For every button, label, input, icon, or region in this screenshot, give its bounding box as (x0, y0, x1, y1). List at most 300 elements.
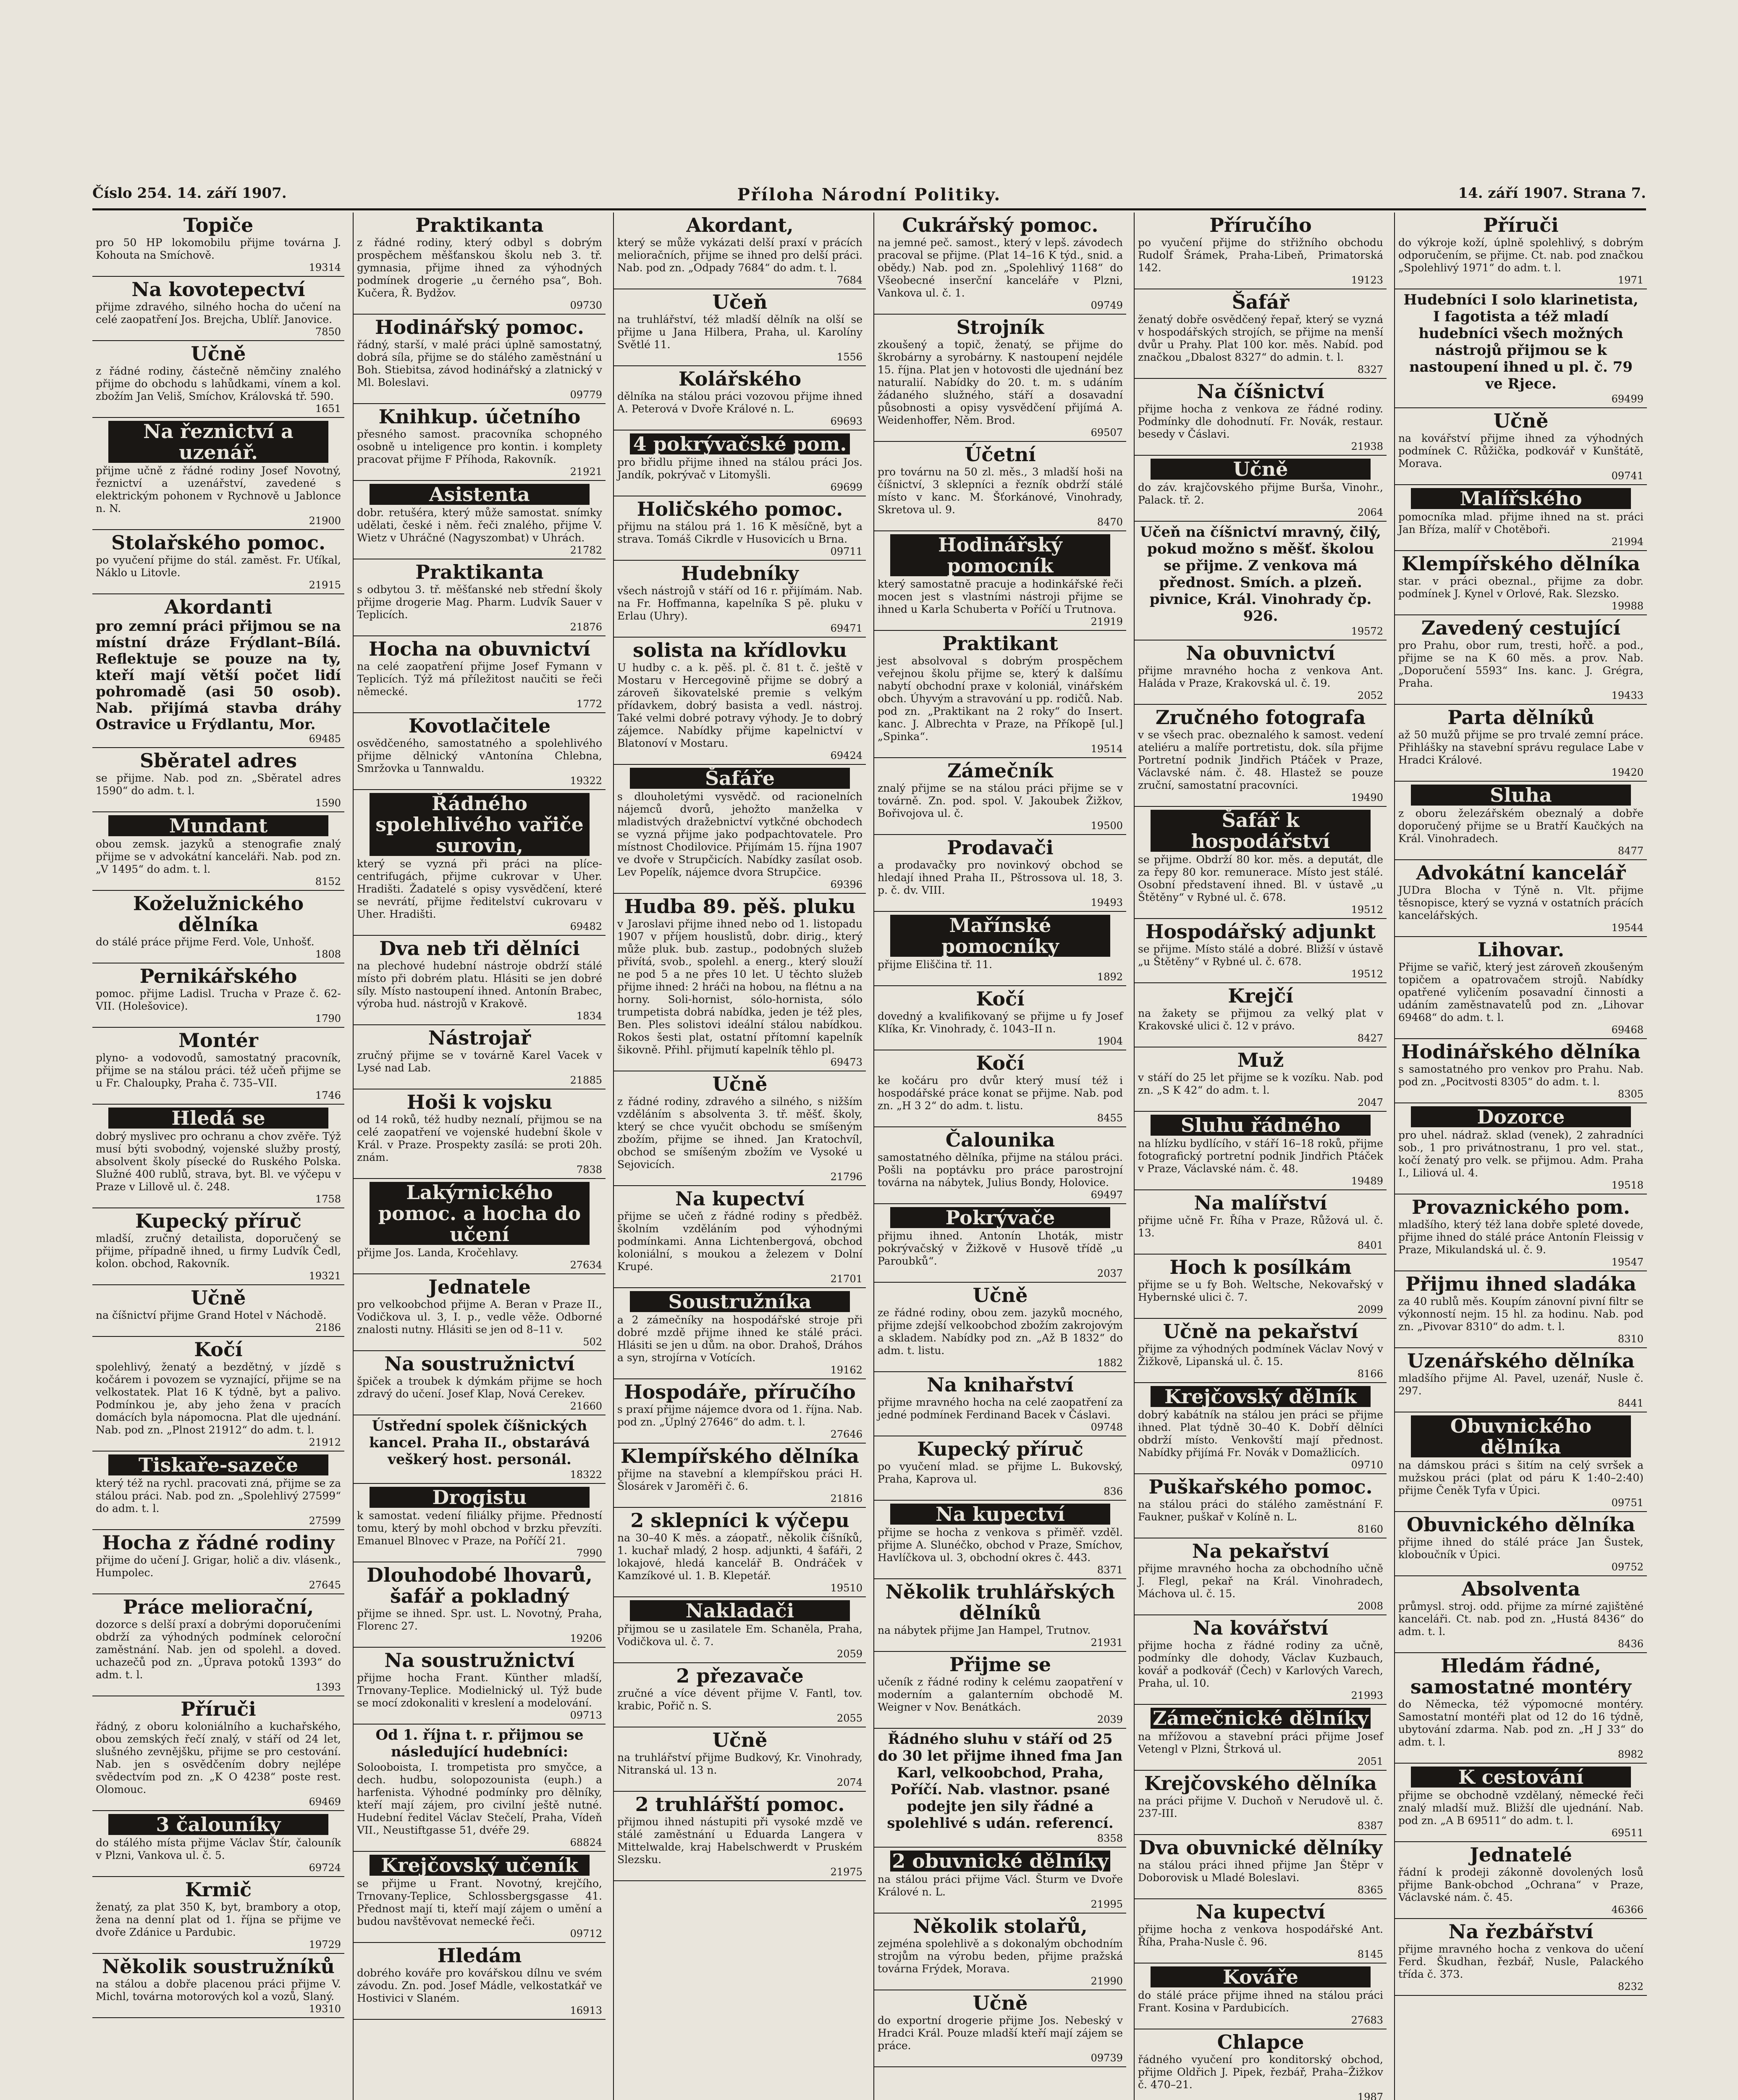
classified-ad (874, 1579, 1126, 1652)
classified-ad (1395, 1512, 1647, 1576)
ad-body: za 40 rublů měs. Koupím zánovní pivní filtr se výkonností nejm. 15 hl. za hodinu. Nab. pod zn. „Pivovar 8310“ do adm. t. l. (1398, 1295, 1644, 1333)
ad-body: Solooboista, I. trompetista pro smyčce, a dech. hudbu, solopozounista (euph.) a harfenista. Výhodné podmínky pro dělníky, kteří mají zájem, pro civilní ještě nutné. Hudební ředitel Václav Stečelí, Praha, Vídeň VII., Neustiftgasse 51, dvéře 29. (357, 1761, 602, 1836)
ad-body: přijmou se u zasilatele Em. Schaněla, Praha, Vodičkova ul. č. 7. (617, 1623, 862, 1648)
ad-title: Dlouhodobé lhovarů, šafář a pokladný (367, 1564, 592, 1607)
ad-reference-number: 69471 (830, 622, 862, 634)
ad-title: Šafář (1232, 291, 1290, 313)
classified-ad (354, 713, 606, 790)
classified-ad (614, 1444, 866, 1508)
classified-ad (354, 1089, 606, 1179)
classified-ad (354, 790, 606, 936)
ad-body: na truhlářství, též mladší dělník na olší se přijme u Jana Hilbera, Praha, ul. Karolíny Světlé 11. (617, 313, 862, 351)
classified-ad (92, 1452, 344, 1530)
ad-body: mladší, zručný detailista, doporučený se přijme, případně ihned, u firmy Ludvík Čedl, kolon. obchod, Rakovník. (96, 1232, 341, 1270)
ad-reference-number: 2064 (1357, 507, 1383, 518)
classified-ad (354, 559, 606, 636)
ad-title: Dva obuvnické dělníky (1139, 1836, 1382, 1859)
page-number: 14. září 1907. Strana 7. (1458, 185, 1646, 202)
ad-reference-number: 1882 (1097, 1357, 1123, 1369)
classified-ad (1135, 640, 1387, 705)
ad-reference-number: 21931 (1091, 1637, 1123, 1648)
ad-body: zručný přijme se v továrně Karel Vacek v Lysé nad Lab. (357, 1049, 602, 1074)
ad-reference-number: 19547 (1611, 1256, 1644, 1268)
ad-reference-number: 502 (583, 1336, 602, 1348)
ad-reference-number: 19518 (1611, 1179, 1644, 1191)
ad-reference-number: 09711 (830, 546, 862, 557)
ad-body: v se všech prac. obeznalého k samost. vedení ateliéru a malíře portretistu, dok. síla přijme Portretní podnik Jindřich Ptáček v Praze, Václavské nám. č. 48. Hlastež se pouze zruční, samostatní pracovníci. (1138, 729, 1383, 791)
ad-title: solista na křídlovku (633, 639, 847, 662)
ad-body: který se může vykázati delší praxí v prácích melioračních, přijme se ihned pro delší práci. Nab. pod zn. „Odpady 7684“ do adm. t. l. (617, 236, 862, 274)
ad-body: pro břidlu přijme ihned na stálou práci Jos. Jandík, pokrývač v Litomyšli. (617, 456, 862, 481)
ad-reference-number: 21990 (1091, 1975, 1123, 1987)
ad-body: přijme se ihned. Spr. ust. L. Novotný, Praha, Florenc 27. (357, 1607, 602, 1632)
classified-ad (614, 289, 866, 366)
ad-body: po vyučení mlad. se přijme L. Bukovský, Praha, Kaprova ul. (878, 1460, 1123, 1485)
ad-title: Na řezbářství (1448, 1920, 1594, 1943)
ad-reference-number: 1556 (836, 351, 862, 363)
classified-ad (1395, 408, 1647, 485)
classified-ad (614, 1597, 866, 1663)
ad-reference-number: 21816 (830, 1493, 862, 1504)
ad-body: znalý přijme se na stálou práci přijme se v továrně. Zn. pod. spol. V. Jakoubek Žižkov, Bořivojova ul. č. (878, 782, 1123, 819)
ad-reference-number: 8387 (1357, 1820, 1383, 1832)
classified-ad (92, 963, 344, 1028)
ad-body: do stálého místa přijme Václav Štír, čalouník v Plzni, Vankova ul. č. 5. (96, 1837, 341, 1861)
classified-ad (614, 1792, 866, 1881)
classified-ad (874, 442, 1126, 531)
ad-reference-number: 8310 (1617, 1333, 1644, 1345)
classified-ad (92, 213, 344, 277)
classified-ad (92, 1208, 344, 1285)
ad-reference-number: 09751 (1611, 1497, 1644, 1509)
ad-reference-number: 09712 (570, 1928, 602, 1940)
ad-title: Praktikanta (415, 561, 544, 583)
ad-reference-number: 09752 (1611, 1561, 1644, 1573)
classified-ad (1395, 705, 1647, 782)
ad-body: spolehlivý, ženatý a bezdětný, v jízdě s kočárem i povozem se vyznající, přijme se na velkostatek. Plat 16 K týdně, byt a palivo. Podmínkou je, aby jeho žena v pracích domácích byla nápomocna. Plat dle ujednání. Nab. pod zn. „Plnost 21912“ do adm. t. l. (96, 1361, 341, 1436)
ad-body: na číšnictví přijme Grand Hotel v Náchodě. (96, 1309, 327, 1321)
ad-reference-number: 2059 (836, 1648, 862, 1660)
ad-reference-number: 8327 (1357, 364, 1383, 375)
ad-title: Na řeznictví a uzenář. (108, 421, 328, 463)
ad-title: Příruči (1483, 214, 1559, 236)
ad-body: přijme Eliščina tř. 11. (878, 958, 993, 971)
ad-reference-number: 19988 (1611, 600, 1644, 612)
ad-title: Mundant (108, 815, 328, 836)
ad-body: až 50 mužů přijme se pro trvalé zemní práce. Přihlášky na stavební správu regulace Labe v Hradci Králové. (1398, 729, 1644, 766)
classified-ad (92, 418, 344, 530)
ad-body: do Německa, též výpomocné montéry. Samostatní montéři plat od 12 do 16 týdně, ubytování zdarma. Nab. pod zn. „H J 33“ do adm. t. l. (1398, 1698, 1644, 1748)
ad-column-1 (92, 213, 344, 2100)
ad-title: Učně (1493, 410, 1549, 432)
ad-body: přijme ihned do stálé práce Jan Šustek, kloboučník v Úpici. (1398, 1536, 1644, 1561)
ad-reference-number: 1758 (315, 1193, 341, 1205)
ad-title: Zavedený cestující (1421, 617, 1621, 639)
classified-ad (1135, 379, 1387, 456)
ad-reference-number: 21912 (309, 1436, 341, 1448)
ad-reference-number: 19490 (1351, 792, 1383, 803)
classified-ad (874, 1436, 1126, 1501)
ad-body: na kovářství přijme ihned za výhodných podmínek C. Růžička, podkovář v Kunštátě, Morava. (1398, 432, 1644, 470)
ad-title: Knihkup. účetního (378, 405, 581, 428)
ad-body: z řádné rodiny, který odbyl s dobrým prospěchem měšťanskou školu neb 3. tř. gymnasia, přijme ihned za výhodných podmínek drogerie „u černého psa“, Boh. Kučera, Ř. Bydžov. (357, 236, 602, 299)
classified-ad (1395, 1039, 1647, 1103)
classified-ad (874, 758, 1126, 835)
ad-title: Nakladači (630, 1600, 850, 1621)
ad-reference-number: 69699 (830, 481, 862, 493)
ad-body: s praxí přijme nájemce dvora od 1. října. Nab. pod zn. „Úplný 27646“ do adm. t. l. (617, 1403, 862, 1428)
ad-title: Prodavači (947, 836, 1054, 859)
classified-ad (614, 1727, 866, 1792)
ad-title: 2 sklepníci k výčepu (630, 1509, 849, 1532)
ad-title: Učně (191, 342, 246, 365)
ad-body: přijme Jos. Landa, Kročehlavy. (357, 1247, 519, 1259)
classified-ad (874, 986, 1126, 1050)
ad-reference-number: 2052 (1357, 690, 1383, 701)
ad-title: Malířského (1411, 488, 1631, 509)
ad-reference-number: 21915 (309, 579, 341, 591)
ad-title: Na soustružnictví (384, 1352, 575, 1375)
classified-ad (1395, 1194, 1647, 1271)
ad-reference-number: 1987 (1357, 2091, 1383, 2100)
ad-title: Zámečnické dělníky (1151, 1708, 1371, 1729)
ad-title: Kočí (976, 1052, 1025, 1074)
ad-title: Mařínské pomocníky (890, 915, 1110, 957)
ad-reference-number: 19489 (1351, 1175, 1383, 1187)
classified-ad (1395, 860, 1647, 937)
ad-title: Šafáře (630, 768, 850, 789)
ad-title: Jednatelé (1470, 1843, 1572, 1866)
ad-body: dobrý myslivec pro ochranu a chov zvěře. Týž musí býti svobodný, vojenské služby prostý, absolvent školy písecké do Ruského Polska. Služné 400 rublů, strava, byt. Bl. ve výčepu v Praze v Lillově ul. č. 248. (96, 1130, 341, 1193)
classified-ad (92, 1530, 344, 1594)
classified-ad (614, 1508, 866, 1597)
ad-title: Kováře (1151, 1966, 1371, 1987)
classified-ad (1135, 289, 1387, 379)
classified-ad (92, 1337, 344, 1452)
ad-body: učeník z řádné rodiny k celému zaopatření v moderním a galanterním obchodě M. Weigner v Nov. Benátkách. (878, 1676, 1123, 1713)
ad-reference-number: 8305 (1617, 1088, 1644, 1100)
ad-reference-number: 1971 (1617, 274, 1644, 286)
ad-body: přijmu na stálou prá 1. 16 K měsíčně, byt a strava. Tomáš Cikrdle v Husovicích u Brna. (617, 520, 862, 545)
ad-title: Hoch k posílkám (1169, 1256, 1352, 1278)
ad-body: po vyučení přijme do střižního obchodu Rudolf Šrámek, Praha-Libeň, Primatorská 142. (1138, 236, 1383, 274)
ad-body: s dlouholetými vysvědč. od racionelních nájemců dvorů, jehožto manželka v mladistvých dražebnictví vytkčné obchodech se vyzná přijme jako podpachtovatele. Pro místnost Chodilovice. Přijímám 15. října 1907 ve dvoře v Strupčicích. Nabídky zasílat osob. Lev Popelík, nájemce dvora Strupčice. (617, 790, 862, 878)
ad-reference-number: 8365 (1357, 1884, 1383, 1896)
ad-title: Na obuvnictví (1186, 642, 1335, 664)
classified-ad (1135, 1835, 1387, 1899)
classified-ad (614, 496, 866, 561)
ad-reference-number: 8160 (1357, 1523, 1383, 1535)
ad-reference-number: 8455 (1097, 1112, 1123, 1124)
ad-body: se přijme. Obdrží 80 kor. měs. a deputát, dle za řepy 80 kor. remunerace. Místo jest stálé. Osobní představení ihned. Bl. v ústavě „u Štětěny“ v Rybné ul. č. 678. (1138, 853, 1383, 903)
ad-body: Přijme se vařič, který jest zároveň zkoušeným topičem a opatrovačem strojů. Nabídky opatřené vyličením posavadní činnosti a udáním zaměstnavatelů pod zn. „Lihovar 69468“ do adm. t. l. (1398, 961, 1644, 1024)
ad-title: K cestování (1411, 1767, 1631, 1788)
ad-reference-number: 8152 (315, 876, 341, 887)
classified-ad (1135, 1474, 1387, 1538)
ad-reference-number: 09710 (1351, 1459, 1383, 1471)
ad-title: Cukrářský pomoc. (902, 214, 1098, 236)
ad-title: Kupecký příruč (917, 1438, 1084, 1460)
ad-title: Kovotlačitele (408, 714, 551, 737)
ad-title: Praktikant (942, 632, 1058, 655)
ad-title: Obuvnického dělníka (1406, 1513, 1636, 1536)
ad-body: řádný, starší, v malé práci úplně samostatný, dobrá síla, přijme se do stálého zaměstnání u Boh. Stiebitsa, závod hodinářský a zlatnický v Ml. Boleslavi. (357, 339, 602, 388)
ad-body: přijme hocha z venkova hospodářské Ant. Říha, Praha-Nusle č. 96. (1138, 1923, 1383, 1948)
classified-ad (1135, 1705, 1387, 1771)
ad-title: Obuvnického dělníka (1411, 1415, 1631, 1457)
ad-reference-number: 7850 (315, 326, 341, 338)
classified-ad (92, 1811, 344, 1877)
ad-body: ženatý, za plat 350 K, byt, brambory a otop, žena na denní plat od 1. října se přijme ve dvoře Zdánice u Pardubic. (96, 1901, 341, 1938)
ad-title: Hoši k vojsku (406, 1091, 553, 1113)
classified-ad (874, 531, 1126, 631)
ad-reference-number: 2051 (1357, 1756, 1383, 1767)
ad-body: pro uhel. nádraž. sklad (venek), 2 zahradníci sob., 1 pro privátnostranu, 1 pro vel. stat., kočí ženatý pro velk. se přijmou. Adm. Praha I., Liliová ul. 4. (1398, 1129, 1644, 1179)
classified-ad (1395, 1412, 1647, 1512)
ad-title: Hocha na obuvnictví (368, 638, 591, 660)
ad-reference-number: 09748 (1091, 1421, 1123, 1433)
ad-body: na truhlářství přijme Budkový, Kr. Vinohrady, Nitranská ul. 13 n. (617, 1751, 862, 1776)
classified-ad (1135, 1112, 1387, 1190)
ad-body: na plechové hudební nástroje obdrží stálé místo při dobrém platu. Hlásiti se jen dobré síly. Místo nastoupení ihned. Antonín Brabec, výroba hud. nástrojů v Krakově. (357, 960, 602, 1010)
classified-ad (1135, 807, 1387, 919)
classified-ad (92, 1696, 344, 1811)
ad-title: Hodinářský pomocník (890, 534, 1110, 576)
ad-reference-number: 2055 (836, 1712, 862, 1724)
ad-body: pro zemní práci přijmou se na místní dráze Frýdlant–Bílá. Reflektuje se pouze na ty, kteří mají větší počet lidí pohromadě (asi 50 osob). Nab. přijímá stavba dráhy Ostravice u Frýdlantu, Mor. (96, 618, 341, 733)
ad-title: Učně (973, 1992, 1028, 2014)
ad-body: dobr. retušéra, který může samostat. snímky udělati, české i něm. řeči znalého, přijme V. Wietz v Uhráčné (Nagyszombat) v Uhrách. (357, 507, 602, 544)
ad-reference-number: 19572 (1351, 625, 1383, 637)
ad-reference-number: 1590 (315, 797, 341, 809)
ad-reference-number: 27599 (309, 1515, 341, 1527)
ad-title: 4 pokrývačské pom. (630, 433, 850, 454)
classified-ad (614, 561, 866, 638)
ad-title: Praktikanta (415, 214, 544, 236)
classified-ad (1135, 522, 1387, 640)
ad-body: pro 50 HP lokomobilu přijme továrna J. Kohouta na Smíchově. (96, 236, 341, 261)
classified-ad (1135, 983, 1387, 1047)
ad-title: Parta dělníků (1447, 706, 1594, 729)
ad-body: přijme na stavební a klempířskou práci H. Šlosárek v Jaroměři č. 6. (617, 1467, 862, 1492)
classified-ad (354, 1562, 606, 1648)
ad-title: Práce meliorační, (123, 1596, 314, 1618)
ad-reference-number: 2074 (836, 1777, 862, 1788)
ad-body: z oboru železářském obeznalý a dobře doporučený přijme se u Bratří Kaučkých na Král. Vinohradech. (1398, 807, 1644, 845)
ad-column-2 (353, 213, 606, 2100)
classified-ad (1135, 919, 1387, 983)
ad-title: Dozorce (1411, 1106, 1631, 1127)
classified-ad (1135, 2029, 1387, 2100)
ad-body: pro Prahu, obor rum, tresti, hořč. a pod., přijme se na K 60 měs. a prov. Nab. „Doporučení 5593“ Ins. kanc. J. Grégra, Praha. (1398, 639, 1644, 689)
ad-title: Několik stolařů, (913, 1915, 1088, 1937)
ad-body: pomocníka mlad. přijme ihned na st. práci Jan Bříza, malíř v Chotěboři. (1398, 511, 1644, 536)
ad-body: do výkroje koží, úplně spolehlivý, s dobrým odporučením, se přijme. Ct. nab. pod značkou „Spolehlivý 1971“ do adm. t. l. (1398, 236, 1644, 274)
classified-ad (614, 765, 866, 894)
issue-date: Číslo 254. 14. září 1907. (92, 185, 287, 202)
ad-body: z řádné rodiny, částečně němčiny znalého přijme do obchodu s lahůdkami, vínem a kol. zbožím Jan Veliš, Smíchov, Královská tř. 590. (96, 365, 341, 402)
classified-ad (1135, 1771, 1387, 1835)
ad-title: Lihovar. (1477, 938, 1565, 961)
ad-reference-number: 21660 (570, 1400, 602, 1412)
ad-body: přijme hocha Frant. Künther mladší, Trnovany-Teplice. Modielnický ul. Týž bude se mocí zdokonaliti v kreslení a modelování. (357, 1672, 602, 1709)
ad-body: na stálou práci ihned přijme Jan Štěpr v Doborovisk u Mladé Boleslavi. (1138, 1859, 1383, 1884)
ad-body: řádného vyučení pro konditorský obchod, přijme Oldřich J. Pipek, řezbář, Praha–Žižkov č. 470–21. (1138, 2053, 1383, 2091)
ad-title: Sběratel adres (139, 749, 297, 772)
ad-reference-number: 19512 (1351, 968, 1383, 980)
ad-reference-number: 19321 (309, 1270, 341, 1282)
ad-reference-number: 8477 (1617, 845, 1644, 857)
ad-title: Hodinářského dělníka (1401, 1040, 1641, 1063)
ad-reference-number: 21995 (1091, 1898, 1123, 1910)
ad-body: řádní k prodeji zákonně dovolených losů přijme Bank-obchod „Ochrana“ v Praze, Václavské nám. č. 45. (1398, 1866, 1644, 1903)
ad-body: do exportní drogerie přijme Jos. Nebeský v Hradci Král. Pouze mladší kteří mají zájem se práce. (878, 2014, 1123, 2052)
ad-body: přijme zdravého, silného hocha do učení na celé zaopatření Jos. Brejcha, Ublíř. Janovice. (96, 301, 341, 326)
classified-ad (614, 894, 866, 1071)
ad-body: a 2 zámečníky na hospodářské stroje při dobré mzdě přijme ihned ke stálé práci. Hlásiti se jen u dům. na obor. Drahoš, Dráhos a syn, strojírna v Votících. (617, 1314, 862, 1364)
ad-body: zejména spolehlivě a s dokonalým obchodním strojům na výrobu beden, přijme pražská továrna Frýdek, Morava. (878, 1937, 1123, 1975)
ad-body: z řádné rodiny, zdravého a silného, s nižším vzděláním s absolventa 3. tř. měšť. školy, který se chce vyučit obchodu se smíšeným zbožím, přijme se ihned. Jan Kratochvíl, obchod se smíšeným zbožím ve Vysoké u Sejovicích. (617, 1095, 862, 1171)
ad-reference-number: 19500 (1091, 820, 1123, 832)
ad-reference-number: 19514 (1091, 743, 1123, 755)
ad-body: přijme učně z řádné rodiny Josef Novotný, řeznictví a uzenářství, zavedené s elektrickým pohonem v Rychnově u Jablonce n. N. (96, 465, 341, 514)
ad-title: Tiskaře-sazeče (108, 1454, 328, 1475)
ad-body: do stálé práce přijme ihned na stálou práci Frant. Kosina v Pardubicích. (1138, 1989, 1383, 2014)
ad-body: zkoušený a topič, ženatý, se přijme do škrobárny a syrobárny. K nastoupení nejdéle 15. října. Plat jen v hotovosti dle ujednání bez naturalií. Nabídky do 20. t. m. s udáním žádaného služného, stáří a dosavadní působnosti a opisy vysvědčení přijímá A. Weidenhoffer, Něm. Brod. (878, 339, 1123, 426)
ad-title: Učně (712, 1073, 768, 1095)
classified-ad (874, 1127, 1126, 1204)
ad-reference-number: 21994 (1611, 536, 1644, 548)
ad-body: přijme se učeň z řádné rodiny s předběž. školním vzděláním pod výhodnými podmínkami. Anna Lichtenbergová, obchod koloniální, s moukou a železem v Dolní Krupé. (617, 1210, 862, 1273)
ad-column-6 (1394, 213, 1647, 2100)
ad-reference-number: 69507 (1091, 427, 1123, 438)
ad-reference-number: 8371 (1097, 1564, 1123, 1576)
ad-title: Hudba 89. pěš. pluku (624, 895, 856, 918)
ad-body: pro továrnu na 50 zl. měs., 3 mladší hoši na číšnictví, 3 sklepníci a řezník obdrží stálé místo v kanc. M. Šťorkánové, Vinohrady, Skretova ul. 9. (878, 466, 1123, 516)
classified-ad (874, 912, 1126, 986)
classified-ad (354, 315, 606, 404)
ad-reference-number: 8401 (1357, 1239, 1383, 1251)
ad-title: Chlapce (1217, 2031, 1304, 2053)
ad-title: 3 čalouníky (108, 1814, 328, 1835)
ad-title: Pokrývače (890, 1207, 1110, 1228)
ad-reference-number: 1892 (1097, 971, 1123, 983)
classified-ad (874, 1652, 1126, 1729)
ad-body: s samostatného pro venkov pro Prahu. Nab. pod zn. „Pocitvosti 8305“ do adm. t. l. (1398, 1063, 1644, 1088)
classified-ad (1135, 213, 1387, 289)
ad-title: Na kupectví (675, 1187, 805, 1210)
classified-ad (614, 430, 866, 496)
ad-reference-number: 21921 (570, 466, 602, 478)
ad-body: dovedný a kvalifikovaný se přijme u fy Josef Klíka, Kr. Vinohrady, č. 1043–II n. (878, 1010, 1123, 1035)
ad-title: Na pekařství (1192, 1540, 1329, 1562)
ad-body: se přijme. Místo stálé a dobré. Bližší v ústavě „u Štětěny“ v Rybné ul. č. 678. (1138, 943, 1383, 968)
ad-reference-number: 1904 (1097, 1035, 1123, 1047)
classified-ad (1395, 1919, 1647, 1996)
ad-body: ze řádné rodiny, obou zem. jazyků mocného, přijme zdejší velkoobchod zbožím zakrojovým a skladem. Nabídky pod zn. „Až B 1832“ do adm. t. listu. (878, 1307, 1123, 1357)
classified-ad (354, 1648, 606, 1725)
publication-title: Příloha Národní Politiky. (737, 185, 1001, 205)
classified-ad (874, 1501, 1126, 1579)
ad-reference-number: 1834 (576, 1010, 602, 1022)
ad-title: Krejčovského dělníka (1144, 1772, 1377, 1795)
ad-title: Hudebníci I solo klarinetista, I fagotista a též mladí hudebníci všech možných nástrojů přijmou se k nastoupení ihned u pl. č. 79 ve Rjece. (1403, 291, 1638, 392)
ad-title: Hudebníky (681, 562, 799, 585)
ad-body: přijme učně Fr. Říha v Praze, Růžová ul. č. 13. (1138, 1214, 1383, 1239)
classified-ad (1135, 1899, 1387, 1964)
ad-reference-number: 09779 (570, 389, 602, 401)
ad-title: Drogistu (370, 1487, 590, 1508)
classified-ad (874, 1729, 1126, 1848)
ad-title: Učně (973, 1284, 1028, 1307)
ad-reference-number: 69469 (309, 1796, 341, 1808)
classified-ad (1395, 551, 1647, 615)
ad-body: zručné a více dévent přijme V. Fantl, tov. krabic, Pořič n. S. (617, 1687, 862, 1712)
ad-reference-number: 69468 (1611, 1024, 1644, 1036)
classified-ad (354, 213, 606, 315)
ad-body: přijme mravného hocha z venkova Ant. Haláda v Praze, Krakovská ul. č. 19. (1138, 664, 1383, 689)
ad-title: Učeň na číšnictví mravný, čilý, pokud možno s měšť. školou se přijme. Z venkova má přednost. Smích. a plzeň. pivnice, Král. Vinohrady čp. 926. (1140, 524, 1381, 625)
ad-title: Hospodáře, příručího (624, 1381, 856, 1403)
ad-title: Absolventa (1461, 1578, 1581, 1600)
ad-body: a prodavačky pro novinkový obchod se hledají ihned Praha II., Pštrossova ul. 18, 3. p. č. dv. VIII. (878, 859, 1123, 896)
classified-ad (92, 1954, 344, 2018)
ad-reference-number: 21885 (570, 1074, 602, 1086)
ad-reference-number: 19162 (830, 1364, 862, 1376)
ad-body: přijme mravného hocha za obchodního učně J. Flegl, pekař na Král. Vinohradech, Máchova ul. č. 15. (1138, 1562, 1383, 1600)
ad-body: osvědčeného, samostatného a spolehlivého přijme dělnický vAntonína Chlebna, Smržovka u Tannwaldu. (357, 737, 602, 774)
ad-reference-number: 19123 (1351, 274, 1383, 286)
ad-title: Hospodářský adjunkt (1145, 920, 1376, 943)
ad-reference-number: 19433 (1611, 690, 1644, 701)
ad-reference-number: 09739 (1091, 2052, 1123, 2064)
ad-reference-number: 7838 (576, 1164, 602, 1176)
ad-reference-number: 19322 (570, 775, 602, 787)
ad-body: špiček a troubek k dýmkám přijme se hoch zdravý do učení. Josef Klap, Nová Cerekev. (357, 1375, 602, 1400)
ad-title: Provaznického pom. (1412, 1196, 1630, 1218)
classified-ad (1135, 1319, 1387, 1383)
classified-ad (874, 631, 1126, 758)
ad-title: Akordant, (686, 214, 794, 236)
classified-ad (1395, 289, 1647, 408)
ad-body: přijme se obchodně vzdělaný, německé řeči znalý mladší muž. Bližší dle ujednání. Nab. pod zn. „A B 69511“ do adm. t. l. (1398, 1789, 1644, 1827)
ad-title: Účetní (965, 443, 1036, 466)
ad-title: Kočí (976, 987, 1025, 1010)
ad-title: Na kovotepectví (131, 278, 305, 301)
ad-reference-number: 2186 (315, 1322, 341, 1334)
classified-ad (874, 213, 1126, 315)
ad-body: ke kočáru pro dvůr který musí též i hospodářské práce konat se přijme. Nab. pod zn. „H 3 2“ do adm. t. listu. (878, 1074, 1123, 1112)
ad-reference-number: 8427 (1357, 1032, 1383, 1044)
ad-body: na nábytek přijme Jan Hampel, Trutnov. (878, 1624, 1091, 1636)
ad-reference-number: 21876 (570, 621, 602, 633)
ad-body: přijme za výhodných podmínek Václav Nový v Žižkově, Lipanská ul. č. 15. (1138, 1343, 1383, 1368)
ad-title: Učně (1151, 459, 1371, 480)
ad-reference-number: 21900 (309, 515, 341, 527)
ad-reference-number: 8166 (1357, 1368, 1383, 1380)
ad-column-5 (1134, 213, 1387, 2100)
ad-body: na mřížovou a stavební práci přijme Josef Vetengl v Plzni, Štrková ul. (1138, 1730, 1383, 1755)
ad-title: Učně (712, 1729, 768, 1751)
ad-reference-number: 21938 (1351, 441, 1383, 452)
ad-title: Sluha (1411, 785, 1631, 806)
ad-reference-number: 8358 (1097, 1832, 1123, 1844)
ad-title: Akordanti (164, 596, 273, 618)
classified-ad (1395, 1103, 1647, 1194)
classified-ad (1135, 456, 1387, 522)
ad-body: U hudby c. a k. pěš. pl. č. 81 t. č. ještě v Mostaru v Hercegovině přijme se dobrý a zároveň šikovatelské premie s velkým přídavkem, dobrý basista a vedl. nástroj. Také velmi dobré potravy výhody. Je to dobrý zájemce. Nabídky přijme kapelnictví v Blatonoví v Mostaru. (617, 662, 862, 749)
ad-body: na hlízku bydlícího, v stáří 16–18 roků, přijme fotografický portretní podnik Jindřich Ptáček v Praze, Václavské nám. č. 48. (1138, 1137, 1383, 1175)
